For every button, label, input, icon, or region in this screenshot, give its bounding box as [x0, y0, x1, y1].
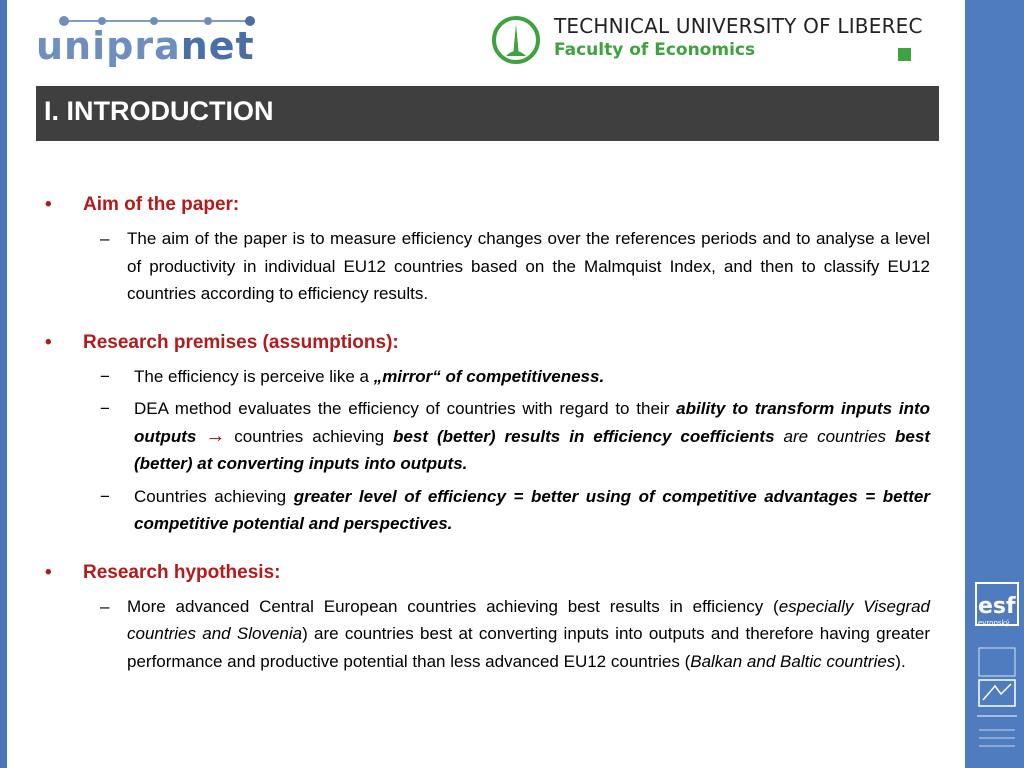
university-name: TECHNICAL UNIVERSITY OF LIBEREC: [554, 14, 923, 38]
unipranet-part2: net: [180, 24, 255, 68]
premise3-plain: Countries achieving: [134, 486, 294, 506]
hypothesis-plain1: More advanced Central European countries achieving best results in efficiency (: [127, 596, 779, 616]
hypothesis-item: [45, 593, 930, 676]
dash-icon: −: [100, 366, 110, 386]
bullet-hypothesis: [45, 558, 930, 588]
dash-icon: –: [100, 229, 110, 248]
hypothesis-heading: Research hypothesis:: [83, 561, 281, 583]
premises-heading: Research premises (assumptions):: [83, 331, 399, 353]
esf-logos: [975, 582, 1019, 752]
premise2-bold1: ability to transform inputs into outputs: [134, 399, 930, 446]
dash-icon: –: [100, 596, 110, 616]
left-decor-strip: [0, 0, 7, 768]
premise-item-1: [45, 363, 930, 391]
unipranet-wordmark: [36, 24, 255, 68]
dash-icon: −: [100, 486, 110, 506]
hypothesis-italic1: especially Visegrad countries and Slovenia: [127, 596, 930, 643]
premise2-bold3: best (better) at converting inputs into outputs.: [134, 426, 930, 473]
bullet-aim: [45, 190, 930, 220]
esf-sub: evropský: [978, 619, 1010, 627]
aim-text: The aim of the paper is to measure efficiency changes over the references periods and to analyse a level of productivity in individual EU12 countries based on the Malmquist Index, and then to classify EU12 countries according to efficiency results.: [127, 229, 930, 303]
esf-text: esf: [978, 594, 1016, 619]
premise3-bold: greater level of efficiency = better using of competitive advantages = better competitive potential and perspectives.: [134, 486, 931, 533]
esf-logo-icon: [975, 582, 1019, 752]
bullet-dot-icon: •: [45, 561, 52, 583]
premise-item-2: [45, 395, 930, 478]
hypothesis-plain3: ).: [895, 651, 906, 671]
tul-logo: [492, 14, 922, 70]
premise2-plain2: countries achieving: [225, 426, 394, 446]
aim-heading: Aim of the paper:: [83, 194, 240, 215]
unipranet-part1: unipra: [36, 24, 181, 68]
premise2-italic: are countries: [774, 426, 896, 446]
hypothesis-plain2: ) are countries best at converting inputs into outputs and therefore having greater performance and productive potential than less advanced EU12 countries (: [127, 624, 930, 671]
premise1-bold: „mirror“ of competitiveness.: [373, 366, 605, 386]
bullet-premises: [45, 328, 930, 358]
tul-emblem-icon: [492, 16, 540, 64]
premise-item-3: [45, 483, 930, 538]
bullet-dot-icon: •: [45, 194, 52, 215]
unipranet-logo: [36, 10, 256, 70]
hypothesis-italic2: Balkan and Baltic countries: [690, 651, 896, 671]
aim-item: [45, 225, 930, 308]
title-bar: [36, 86, 939, 141]
premise2-plain1: DEA method evaluates the efficiency of countries with regard to their: [134, 399, 677, 418]
premise2-bold2: best (better) results in efficiency coefficients: [393, 426, 775, 446]
dash-icon: −: [100, 399, 110, 418]
faculty-name: Faculty of Economics: [554, 40, 756, 60]
arrow-right-icon: →: [205, 424, 226, 447]
bullet-dot-icon: •: [45, 331, 52, 353]
slide-title: I. INTRODUCTION: [44, 96, 274, 126]
slide-content: [45, 190, 930, 675]
green-square-icon: [898, 48, 911, 61]
premise1-plain: The efficiency is perceive like a: [134, 366, 374, 386]
